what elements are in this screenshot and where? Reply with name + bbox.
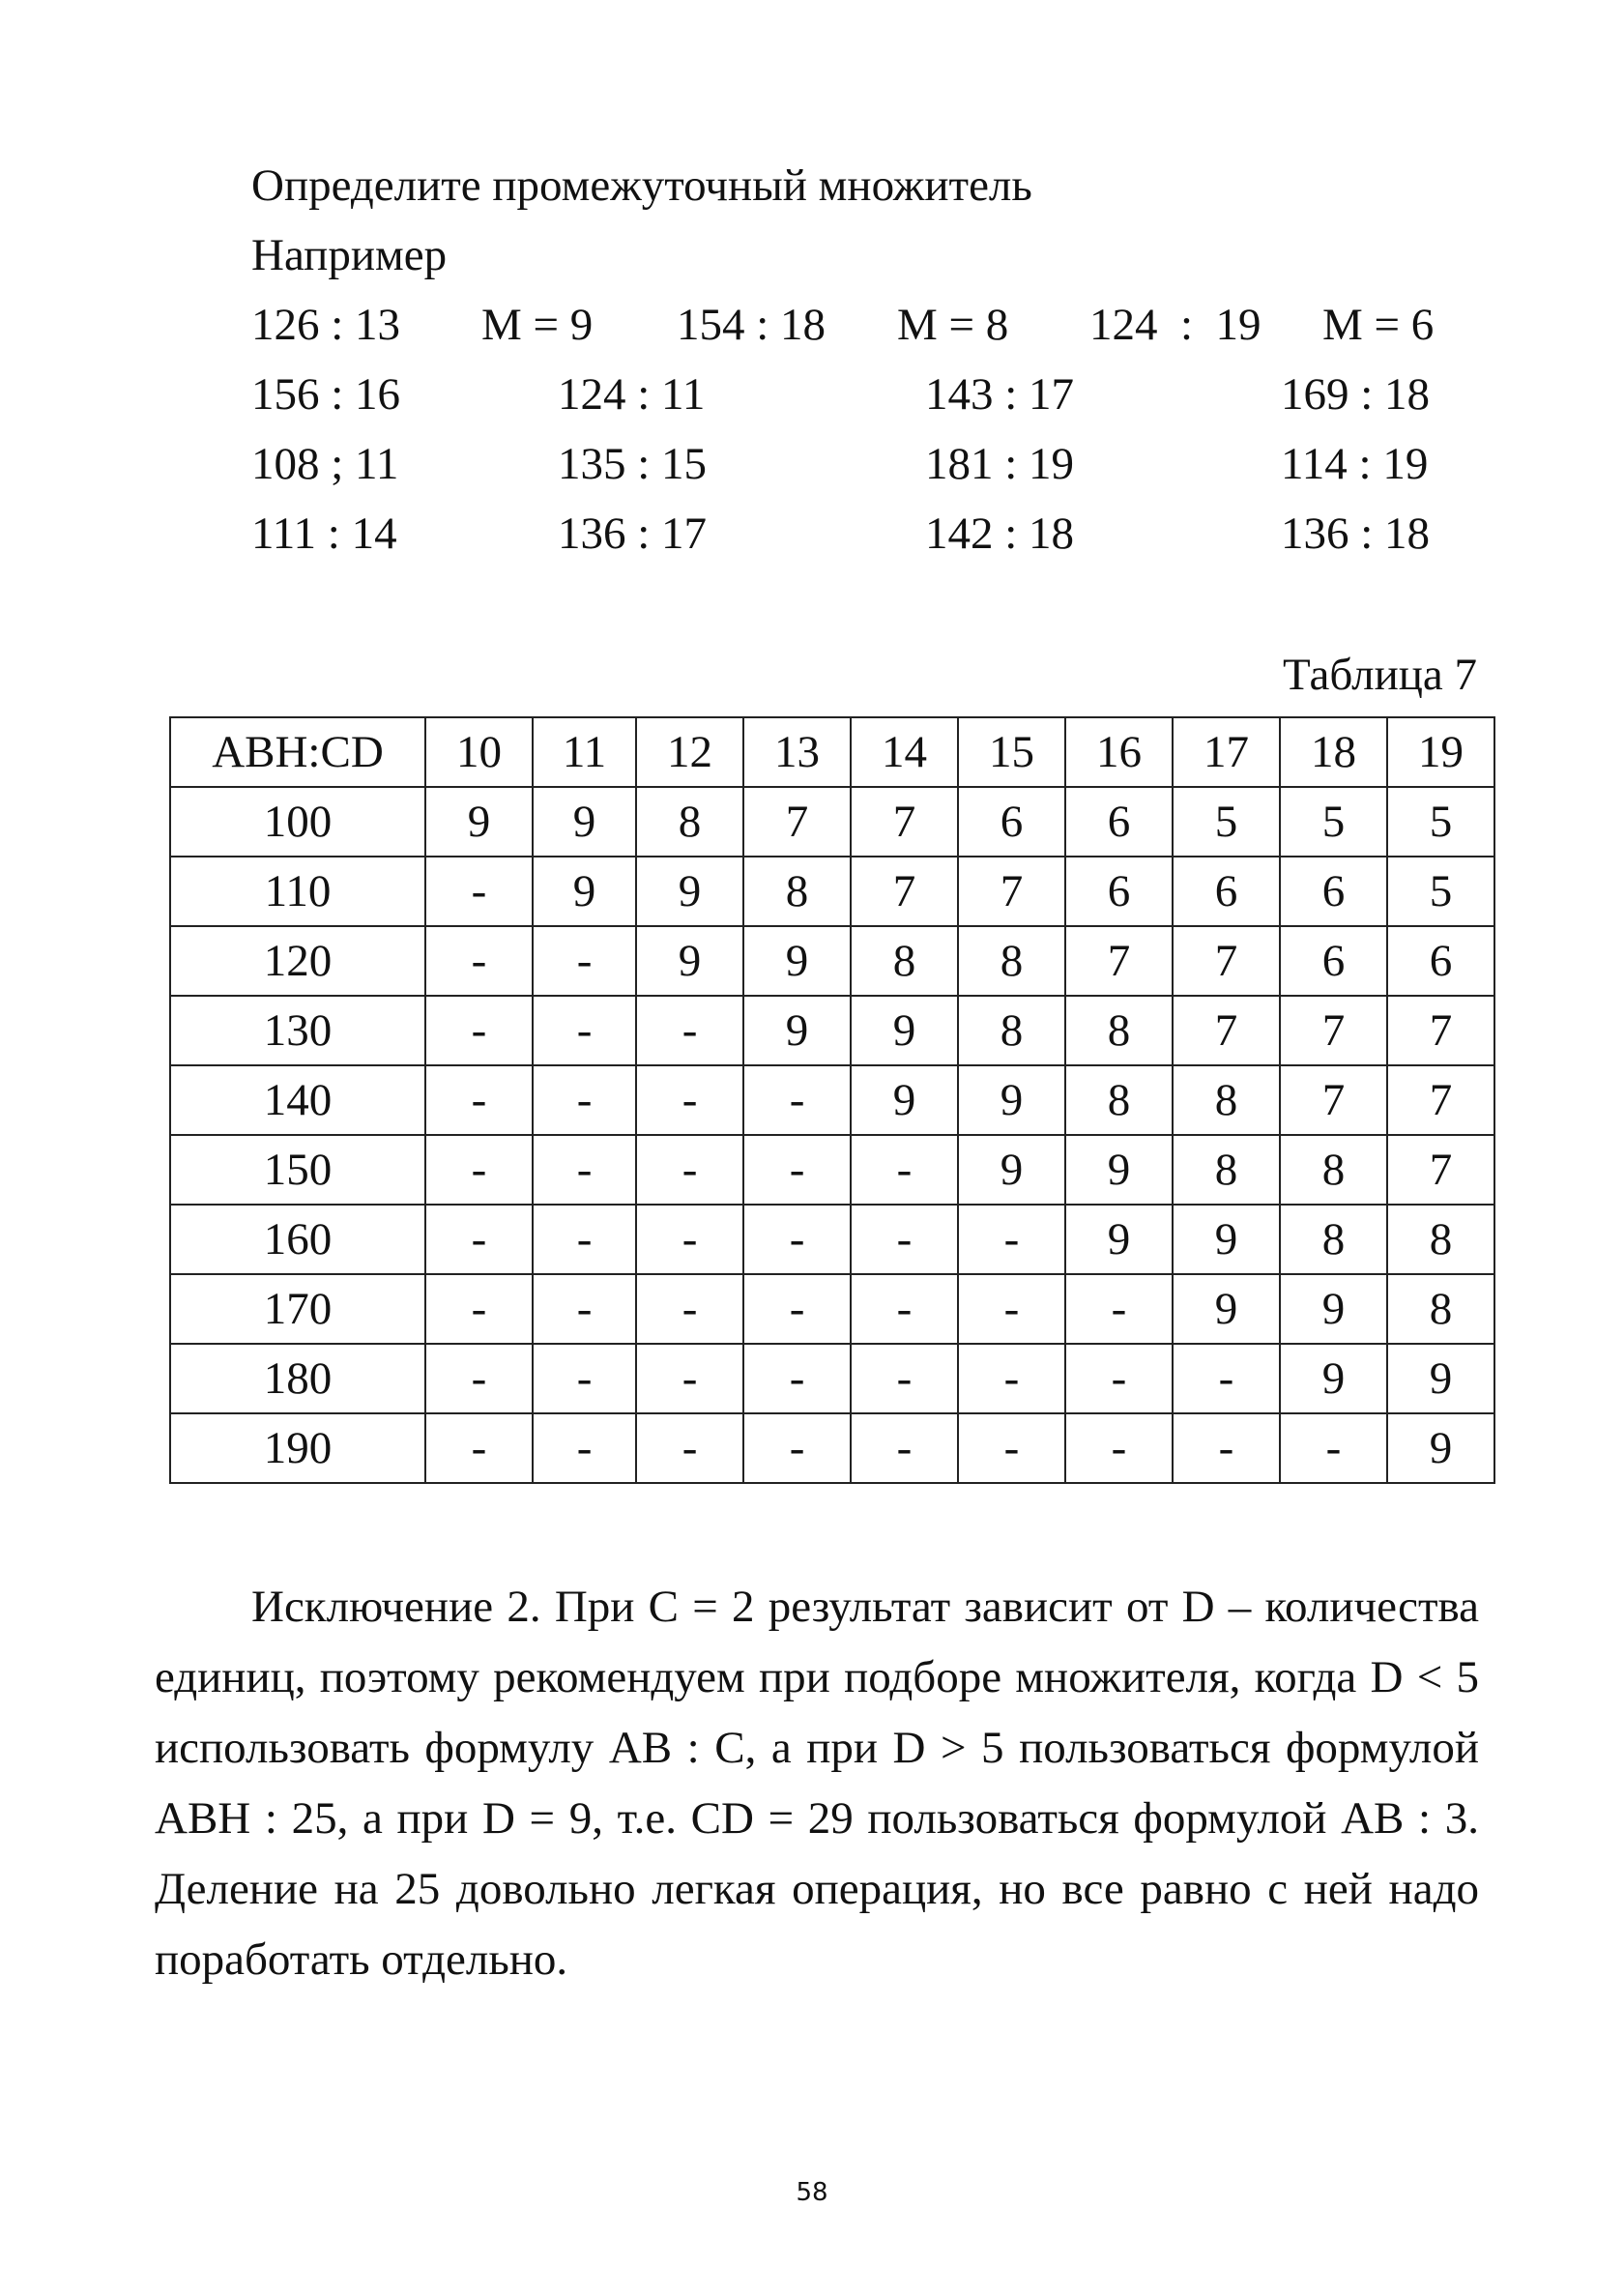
table-cell: 6 [1065,787,1173,857]
table-cell: - [636,1344,743,1413]
table-header-cell: 10 [425,717,533,787]
table-cell: 7 [1387,996,1494,1065]
table-cell: 7 [1387,1135,1494,1205]
table-row-label: 160 [170,1205,425,1274]
table-cell: 8 [1065,996,1173,1065]
table-cell: - [743,1344,851,1413]
example-item: 136 : 17 [558,509,708,559]
table-row [170,1413,1494,1483]
table-cell: 9 [1387,1344,1494,1413]
example-item: 124 : 11 [558,369,706,420]
table-cell: 6 [958,787,1065,857]
table-cell: - [533,1135,636,1205]
table-row [170,1065,1494,1135]
table-cell: 8 [1173,1135,1280,1205]
table-cell: 9 [851,996,958,1065]
table-cell: - [636,996,743,1065]
example-label: Например [251,230,448,280]
table-cell: 9 [533,787,636,857]
example-item: 114 : 19 [1281,439,1429,489]
table-cell: 5 [1387,857,1494,926]
example-multiplier: M = 6 [1322,300,1435,350]
table-cell: 9 [1280,1274,1387,1344]
table-cell: 7 [851,857,958,926]
table-cell: 8 [1065,1065,1173,1135]
table-cell: 8 [636,787,743,857]
table-cell: - [1173,1413,1280,1483]
table-row [170,996,1494,1065]
table-cell: - [636,1135,743,1205]
table-row [170,1135,1494,1205]
table-cell: 8 [1387,1205,1494,1274]
table-cell: - [743,1413,851,1483]
table-header-cell: ABH:CD [170,717,425,787]
table-cell: - [533,926,636,996]
table-cell: - [1173,1344,1280,1413]
example-row [0,437,1624,491]
example-item: 136 : 18 [1281,509,1431,559]
table-cell: 9 [1173,1274,1280,1344]
table-cell: 7 [743,787,851,857]
table-row [170,1205,1494,1274]
table-cell: - [851,1205,958,1274]
table-row-label: 130 [170,996,425,1065]
table-row [170,926,1494,996]
table-cell: - [533,1413,636,1483]
table-header-row [170,717,1494,787]
table-cell: - [1065,1413,1173,1483]
table-cell: 9 [851,1065,958,1135]
table-row-label: 110 [170,857,425,926]
table-cell: 8 [743,857,851,926]
table-cell: - [1065,1344,1173,1413]
page-number: 58 [796,2178,828,2207]
table-cell: 7 [1173,926,1280,996]
example-item: 156 : 16 [251,369,401,420]
table-cell: 9 [636,857,743,926]
table-header-cell: 14 [851,717,958,787]
table-row-label: 170 [170,1274,425,1344]
example-item: 108 ; 11 [251,439,399,489]
table-header-cell: 19 [1387,717,1494,787]
example-item: 124 : 19 [1089,300,1262,350]
table-cell: 9 [958,1065,1065,1135]
example-row [0,367,1624,421]
table-cell: - [851,1274,958,1344]
table-cell: - [636,1065,743,1135]
table-row [170,857,1494,926]
table-cell: - [425,1344,533,1413]
table-cell: 7 [1065,926,1173,996]
table-row [170,787,1494,857]
table-cell: - [425,1274,533,1344]
table-cell: 9 [1387,1413,1494,1483]
exception-paragraph [155,1572,1479,1995]
table-header-cell: 18 [1280,717,1387,787]
table-cell: 6 [1173,857,1280,926]
example-item: 135 : 15 [558,439,708,489]
table-header-cell: 15 [958,717,1065,787]
table-cell: 9 [743,996,851,1065]
table-cell: - [851,1413,958,1483]
table-header-cell: 12 [636,717,743,787]
table-cell: - [1065,1274,1173,1344]
table-cell: - [1280,1413,1387,1483]
table-cell: - [851,1135,958,1205]
table-cell: 7 [958,857,1065,926]
table-cell: 8 [851,926,958,996]
table-cell: 6 [1387,926,1494,996]
table-cell: 7 [851,787,958,857]
table-cell: 9 [636,926,743,996]
example-item: 126 : 13 [251,300,401,350]
example-item: 111 : 14 [251,509,397,559]
table-cell: 6 [1280,926,1387,996]
table-cell: 8 [1280,1135,1387,1205]
table-cell: 5 [1387,787,1494,857]
table-cell: - [958,1274,1065,1344]
table-row-label: 150 [170,1135,425,1205]
example-row [0,507,1624,561]
table-cell: 9 [958,1135,1065,1205]
table-cell: 9 [1065,1205,1173,1274]
table-cell: 9 [1280,1344,1387,1413]
table-cell: - [425,996,533,1065]
table-row [170,1274,1494,1344]
table-cell: 9 [1065,1135,1173,1205]
table-cell: - [533,1274,636,1344]
table-cell: 8 [958,996,1065,1065]
table-cell: - [958,1413,1065,1483]
table-cell: 7 [1280,996,1387,1065]
exercise-title: Определите промежуточный множитель [251,160,1032,211]
table-cell: 6 [1065,857,1173,926]
table-cell: - [425,926,533,996]
table-cell: 8 [1387,1274,1494,1344]
example-multiplier: M = 8 [897,300,1009,350]
table-cell: - [636,1413,743,1483]
table-row-label: 140 [170,1065,425,1135]
example-item: 142 : 18 [925,509,1075,559]
table-header-cell: 16 [1065,717,1173,787]
table-caption: Таблица 7 [1282,650,1477,700]
table-cell: - [743,1065,851,1135]
example-item: 181 : 19 [925,439,1075,489]
table-cell: - [425,1205,533,1274]
table-cell: 6 [1280,857,1387,926]
table-cell: - [425,1413,533,1483]
table-cell: 9 [1173,1205,1280,1274]
table-cell: 8 [958,926,1065,996]
table-cell: 8 [1280,1205,1387,1274]
example-item: 169 : 18 [1281,369,1431,420]
table-cell: - [743,1205,851,1274]
table-cell: 7 [1173,996,1280,1065]
table-cell: - [743,1135,851,1205]
exception-text: Исключение 2. При C = 2 результат зависит от D – количества единиц, поэтому рекомендуем при подборе множителя, когда D < 5 использовать формулу AB : C, а при D > 5 пользоваться формулой ABH : 25, а при D = 9, т.е. CD = 29 пользоваться формулой AB : 3. Деление на 25 довольно легкая операция, но все равно с ней надо поработать отдельно. [155,1582,1479,1985]
table-cell: 9 [533,857,636,926]
table-cell: 9 [743,926,851,996]
example-item: 143 : 17 [925,369,1075,420]
table-cell: - [425,857,533,926]
table-header-cell: 17 [1173,717,1280,787]
table-row-label: 120 [170,926,425,996]
table-cell: 7 [1280,1065,1387,1135]
table-row-label: 180 [170,1344,425,1413]
table-cell: - [636,1274,743,1344]
table-cell: - [425,1065,533,1135]
table-cell: 8 [1173,1065,1280,1135]
table-cell: - [533,1205,636,1274]
table-cell: 7 [1387,1065,1494,1135]
example-multiplier: M = 9 [481,300,594,350]
table-cell: - [533,996,636,1065]
table-cell: - [958,1344,1065,1413]
table-header-cell: 11 [533,717,636,787]
table-row-label: 190 [170,1413,425,1483]
example-row [0,298,1624,352]
table-cell: - [533,1065,636,1135]
table-header-cell: 13 [743,717,851,787]
table-cell: 5 [1173,787,1280,857]
table-cell: - [636,1205,743,1274]
table-row [170,1344,1494,1413]
table-row-label: 100 [170,787,425,857]
example-item: 154 : 18 [677,300,826,350]
table-cell: 9 [425,787,533,857]
table-cell: - [533,1344,636,1413]
table-cell: - [743,1274,851,1344]
table-cell: - [425,1135,533,1205]
table-cell: 5 [1280,787,1387,857]
multiplier-table [169,716,1495,1484]
table-cell: - [851,1344,958,1413]
table-cell: - [958,1205,1065,1274]
